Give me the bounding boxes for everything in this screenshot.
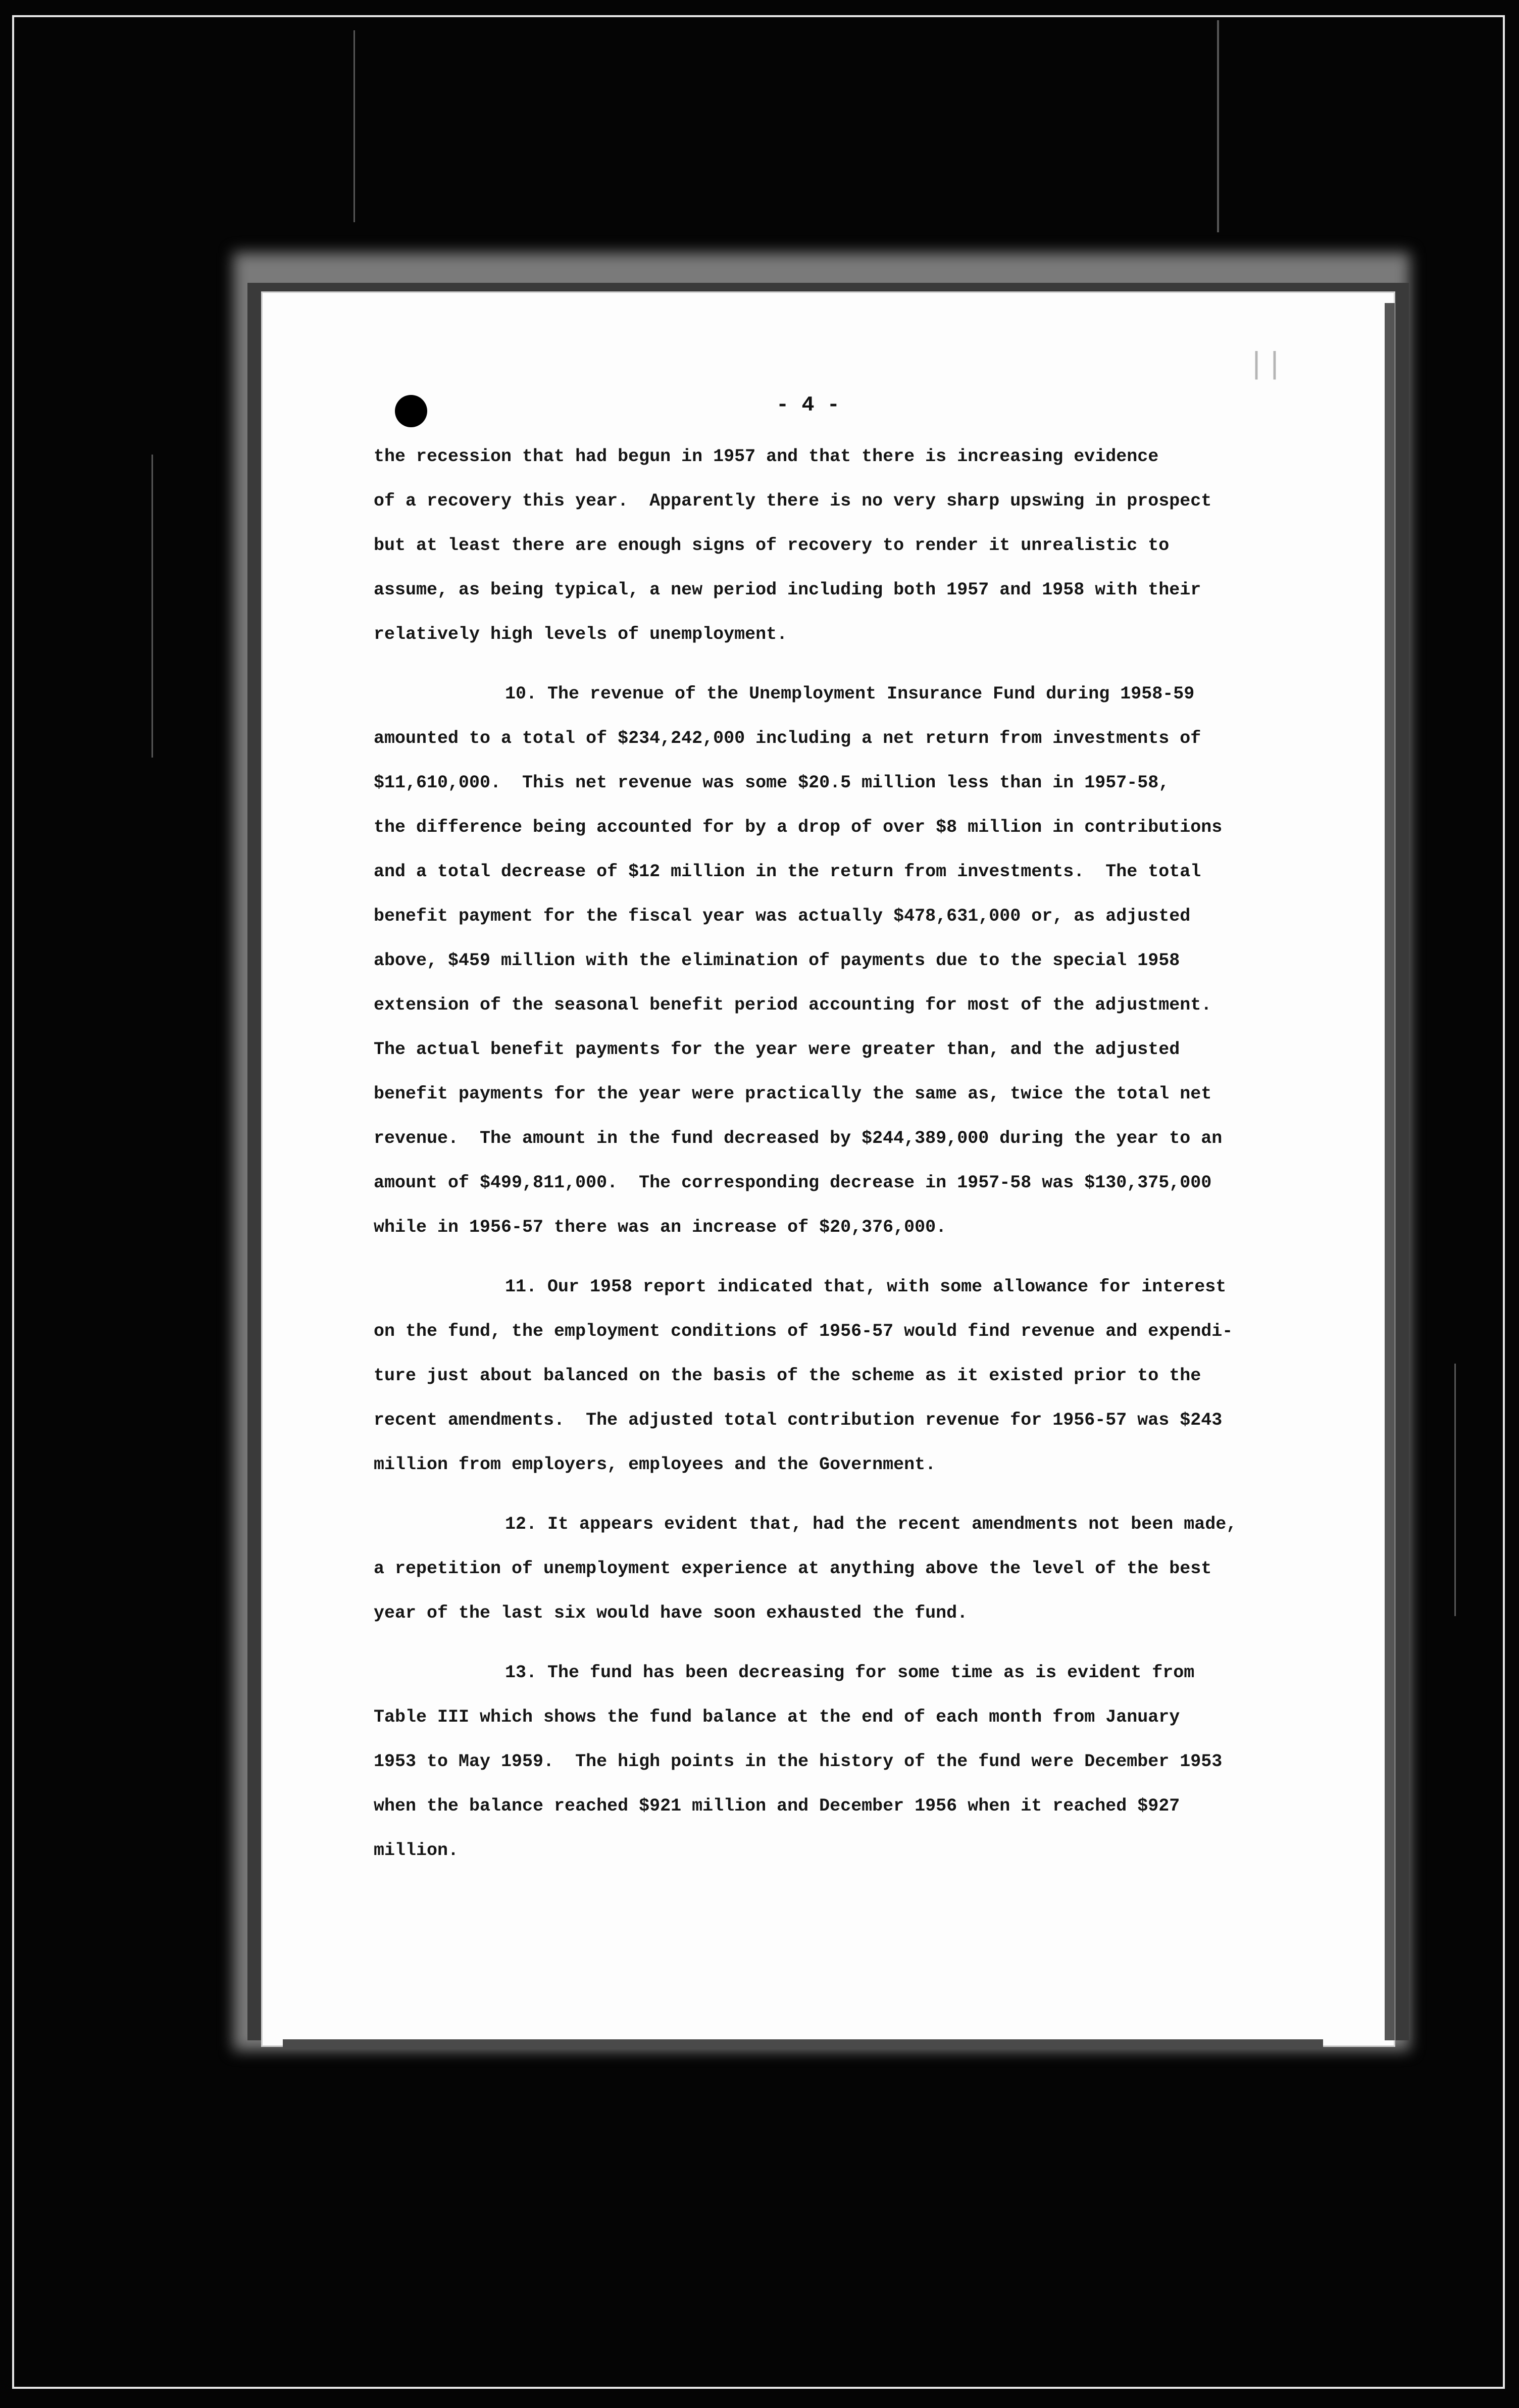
text-line: assume, as being typical, a new period including both 1957 and 1958 with their xyxy=(374,580,1201,600)
text-line: million from employers, employees and the Government. xyxy=(374,1454,936,1475)
text-line: million. xyxy=(374,1840,459,1861)
text-line: when the balance reached $921 million and December 1956 when it reached $927 xyxy=(374,1796,1180,1816)
margin-mark: || xyxy=(1247,348,1284,383)
document-body xyxy=(374,434,1333,1873)
text-line: and a total decrease of $12 million in the return from investments. The total xyxy=(374,862,1201,882)
paragraph-continuation xyxy=(374,434,1333,657)
film-scratch xyxy=(1217,20,1219,232)
text-line: extension of the seasonal benefit period accounting for most of the adjustment. xyxy=(374,995,1212,1015)
paragraph-13 xyxy=(374,1650,1333,1873)
text-line: 11. Our 1958 report indicated that, with some allowance for interest xyxy=(505,1277,1227,1297)
text-line: year of the last six would have soon exhausted the fund. xyxy=(374,1603,968,1623)
paragraph-12 xyxy=(374,1502,1333,1635)
page-edge-right xyxy=(1385,303,1395,2040)
text-line: ture just about balanced on the basis of the scheme as it existed prior to the xyxy=(374,1366,1201,1386)
text-line: Table III which shows the fund balance at the end of each month from January xyxy=(374,1707,1180,1727)
text-line: The actual benefit payments for the year were greater than, and the adjusted xyxy=(374,1039,1180,1060)
text-line: 1953 to May 1959. The high points in the history of the fund were December 1953 xyxy=(374,1751,1223,1772)
text-line: amounted to a total of $234,242,000 including a net return from investments of xyxy=(374,728,1201,748)
film-scratch xyxy=(353,30,355,222)
text-line: while in 1956-57 there was an increase of $20,376,000. xyxy=(374,1217,947,1237)
text-line: 12. It appears evident that, had the recent amendments not been made, xyxy=(505,1514,1237,1534)
text-line: above, $459 million with the elimination of payments due to the special 1958 xyxy=(374,950,1180,971)
text-line: the difference being accounted for by a drop of over $8 million in contributions xyxy=(374,817,1223,837)
text-line: of a recovery this year. Apparently there is no very sharp upswing in prospect xyxy=(374,491,1212,511)
text-line: 13. The fund has been decreasing for some time as is evident from xyxy=(505,1663,1195,1683)
film-scratch xyxy=(1454,1364,1456,1616)
text-line: revenue. The amount in the fund decreased by $244,389,000 during the year to an xyxy=(374,1128,1223,1148)
text-line: benefit payments for the year were practically the same as, twice the total net xyxy=(374,1084,1212,1104)
text-line: on the fund, the employment conditions of 1956-57 would find revenue and expendi- xyxy=(374,1321,1233,1341)
text-line: amount of $499,811,000. The corresponding decrease in 1957-58 was $130,375,000 xyxy=(374,1173,1212,1193)
text-line: but at least there are enough signs of recovery to render it unrealistic to xyxy=(374,535,1170,556)
film-scratch xyxy=(151,455,153,758)
text-line: benefit payment for the fiscal year was actually $478,631,000 or, as adjusted xyxy=(374,906,1191,926)
text-line: a repetition of unemployment experience at anything above the level of the best xyxy=(374,1559,1212,1579)
punch-hole xyxy=(395,395,427,427)
page-number: - 4 - xyxy=(776,393,840,417)
text-line: the recession that had begun in 1957 and that there is increasing evidence xyxy=(374,446,1159,467)
paragraph-10 xyxy=(374,672,1333,1249)
text-line: $11,610,000. This net revenue was some $20.5 million less than in 1957-58, xyxy=(374,773,1170,793)
text-line: 10. The revenue of the Unemployment Insurance Fund during 1958-59 xyxy=(505,684,1195,704)
paragraph-11 xyxy=(374,1265,1333,1487)
text-line: recent amendments. The adjusted total contribution revenue for 1956-57 was $243 xyxy=(374,1410,1223,1430)
page-edge-bottom xyxy=(283,2039,1323,2048)
text-line: relatively high levels of unemployment. xyxy=(374,624,788,644)
